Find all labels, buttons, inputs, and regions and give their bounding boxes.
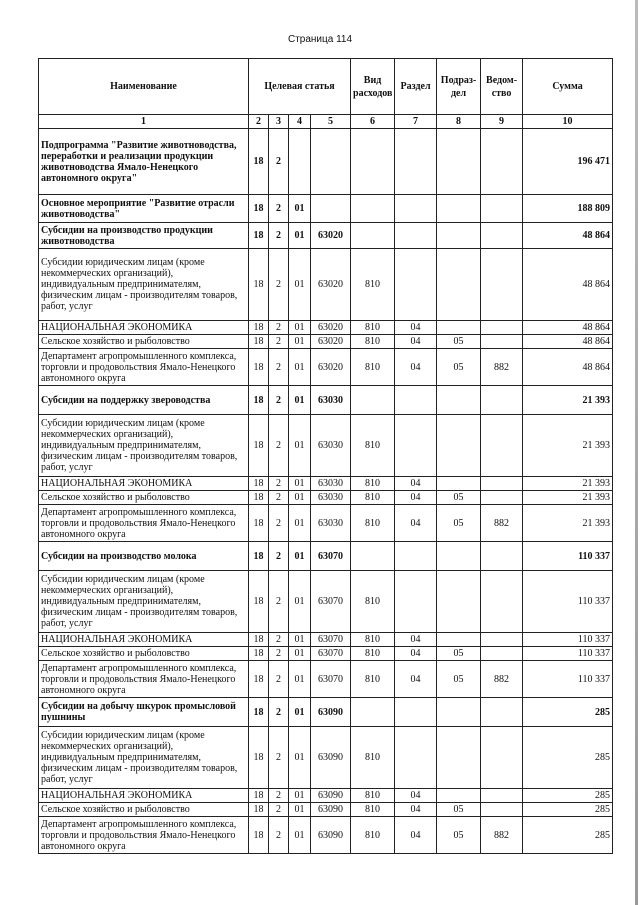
page-number: Страница 114 — [287, 34, 353, 45]
row-c5: 63070 — [311, 633, 351, 647]
row-c4: 01 — [289, 415, 311, 477]
row-vedom — [481, 249, 523, 321]
row-razdel — [395, 698, 437, 727]
row-vedom — [481, 386, 523, 415]
row-razdel: 04 — [395, 633, 437, 647]
row-vid: 810 — [351, 505, 395, 542]
row-c4: 01 — [289, 349, 311, 386]
row-podrazdel — [437, 633, 481, 647]
header-row — [39, 59, 613, 115]
row-c2: 18 — [249, 195, 269, 223]
row-c5 — [311, 195, 351, 223]
row-name: Субсидии юридическим лицам (кроме некоммерческих организаций), индивидуальным предпринимателям, физическим лицам - производителям товаров, работ, услуг — [39, 571, 249, 633]
table-row — [39, 633, 613, 647]
row-vedom — [481, 335, 523, 349]
row-sum: 48 864 — [523, 349, 613, 386]
row-vedom — [481, 647, 523, 661]
row-podrazdel: 05 — [437, 335, 481, 349]
row-razdel: 04 — [395, 803, 437, 817]
row-vid — [351, 129, 395, 195]
row-c2: 18 — [249, 647, 269, 661]
row-vid: 810 — [351, 817, 395, 854]
row-c5: 63070 — [311, 647, 351, 661]
header-summa: Сумма — [523, 59, 613, 115]
header-razdel: Раздел — [395, 59, 437, 115]
row-podrazdel: 05 — [437, 505, 481, 542]
row-sum: 196 471 — [523, 129, 613, 195]
row-c5: 63090 — [311, 727, 351, 789]
col-number: 10 — [523, 115, 613, 129]
row-vedom — [481, 223, 523, 249]
header-name: Наименование — [39, 59, 249, 115]
row-vedom — [481, 803, 523, 817]
row-c2: 18 — [249, 817, 269, 854]
row-c2: 18 — [249, 249, 269, 321]
row-c5: 63020 — [311, 335, 351, 349]
row-razdel: 04 — [395, 349, 437, 386]
table-row — [39, 505, 613, 542]
row-vedom: 882 — [481, 817, 523, 854]
row-vedom — [481, 415, 523, 477]
row-name: Субсидии на производство продукции животноводства — [39, 223, 249, 249]
row-vid: 810 — [351, 249, 395, 321]
row-c5: 63030 — [311, 477, 351, 491]
row-name: Субсидии юридическим лицам (кроме некоммерческих организаций), индивидуальным предпринимателям, физическим лицам - производителям товаров, работ, услуг — [39, 249, 249, 321]
row-c4: 01 — [289, 223, 311, 249]
row-vid: 810 — [351, 727, 395, 789]
row-name: Субсидии на производство молока — [39, 542, 249, 571]
row-sum: 48 864 — [523, 223, 613, 249]
row-c4: 01 — [289, 335, 311, 349]
table-row — [39, 321, 613, 335]
row-vedom: 882 — [481, 349, 523, 386]
row-c4: 01 — [289, 633, 311, 647]
row-c3: 2 — [269, 803, 289, 817]
row-c2: 18 — [249, 727, 269, 789]
table-row — [39, 571, 613, 633]
row-vid: 810 — [351, 803, 395, 817]
row-sum: 21 393 — [523, 386, 613, 415]
row-podrazdel — [437, 223, 481, 249]
row-vedom — [481, 727, 523, 789]
row-sum: 21 393 — [523, 415, 613, 477]
row-podrazdel: 05 — [437, 661, 481, 698]
row-c5: 63020 — [311, 249, 351, 321]
row-razdel: 04 — [395, 505, 437, 542]
row-c2: 18 — [249, 335, 269, 349]
row-podrazdel — [437, 415, 481, 477]
row-name: Основное мероприятие "Развитие отрасли животноводства" — [39, 195, 249, 223]
row-c3: 2 — [269, 223, 289, 249]
row-vedom — [481, 321, 523, 335]
table-row — [39, 223, 613, 249]
row-c3: 2 — [269, 477, 289, 491]
row-name: Подпрограмма "Развитие животноводства, переработки и реализации продукции животноводства Ямало-Ненецкого автономного округа" — [39, 129, 249, 195]
row-c4: 01 — [289, 647, 311, 661]
row-name: НАЦИОНАЛЬНАЯ ЭКОНОМИКА — [39, 633, 249, 647]
row-vid — [351, 386, 395, 415]
row-name: Сельское хозяйство и рыболовство — [39, 647, 249, 661]
row-c2: 18 — [249, 633, 269, 647]
row-podrazdel: 05 — [437, 803, 481, 817]
row-vid — [351, 698, 395, 727]
row-podrazdel — [437, 542, 481, 571]
row-c5: 63030 — [311, 505, 351, 542]
table-row — [39, 542, 613, 571]
row-podrazdel — [437, 698, 481, 727]
row-c2: 18 — [249, 505, 269, 542]
row-c5: 63090 — [311, 789, 351, 803]
table-row — [39, 491, 613, 505]
row-podrazdel — [437, 727, 481, 789]
row-sum: 285 — [523, 698, 613, 727]
row-c3: 2 — [269, 571, 289, 633]
row-podrazdel — [437, 129, 481, 195]
table-row — [39, 415, 613, 477]
row-c3: 2 — [269, 633, 289, 647]
row-razdel: 04 — [395, 789, 437, 803]
row-c4: 01 — [289, 727, 311, 789]
row-c5: 63090 — [311, 698, 351, 727]
row-c3: 2 — [269, 789, 289, 803]
row-vedom — [481, 129, 523, 195]
header-vedom: Ведом-ство — [481, 59, 523, 115]
row-name: Субсидии юридическим лицам (кроме некоммерческих организаций), индивидуальным предпринимателям, физическим лицам - производителям товаров, работ, услуг — [39, 415, 249, 477]
row-vid: 810 — [351, 633, 395, 647]
row-name: Департамент агропромышленного комплекса, торговли и продовольствия Ямало-Ненецкого автономного округа — [39, 817, 249, 854]
row-c3: 2 — [269, 817, 289, 854]
row-sum: 110 337 — [523, 633, 613, 647]
row-name: Субсидии на поддержку звероводства — [39, 386, 249, 415]
row-razdel: 04 — [395, 335, 437, 349]
row-c2: 18 — [249, 542, 269, 571]
table-row — [39, 195, 613, 223]
row-c4: 01 — [289, 571, 311, 633]
row-sum: 285 — [523, 727, 613, 789]
row-c5: 63020 — [311, 349, 351, 386]
row-c3: 2 — [269, 647, 289, 661]
row-sum: 110 337 — [523, 647, 613, 661]
header-vid: Вид расходов — [351, 59, 395, 115]
row-razdel — [395, 571, 437, 633]
row-c3: 2 — [269, 661, 289, 698]
row-c4: 01 — [289, 386, 311, 415]
col-number: 2 — [249, 115, 269, 129]
row-name: НАЦИОНАЛЬНАЯ ЭКОНОМИКА — [39, 321, 249, 335]
table-row — [39, 335, 613, 349]
row-c5 — [311, 129, 351, 195]
row-c5: 63020 — [311, 321, 351, 335]
row-c2: 18 — [249, 321, 269, 335]
row-c5: 63030 — [311, 415, 351, 477]
row-c4: 01 — [289, 321, 311, 335]
row-podrazdel — [437, 249, 481, 321]
table-row — [39, 727, 613, 789]
row-c2: 18 — [249, 477, 269, 491]
row-sum: 21 393 — [523, 477, 613, 491]
row-c5: 63070 — [311, 661, 351, 698]
row-c2: 18 — [249, 571, 269, 633]
row-c3: 2 — [269, 415, 289, 477]
row-podrazdel: 05 — [437, 817, 481, 854]
row-vid: 810 — [351, 491, 395, 505]
row-c3: 2 — [269, 698, 289, 727]
row-c3: 2 — [269, 195, 289, 223]
row-c2: 18 — [249, 789, 269, 803]
row-podrazdel — [437, 789, 481, 803]
table-row — [39, 803, 613, 817]
col-number: 9 — [481, 115, 523, 129]
row-sum: 110 337 — [523, 661, 613, 698]
row-razdel: 04 — [395, 661, 437, 698]
row-vedom — [481, 571, 523, 633]
table-row — [39, 817, 613, 854]
header-target: Целевая статья — [249, 59, 351, 115]
row-podrazdel — [437, 386, 481, 415]
row-sum: 285 — [523, 817, 613, 854]
row-vedom — [481, 195, 523, 223]
row-c4: 01 — [289, 817, 311, 854]
row-name: НАЦИОНАЛЬНАЯ ЭКОНОМИКА — [39, 477, 249, 491]
row-razdel — [395, 195, 437, 223]
row-razdel — [395, 249, 437, 321]
row-podrazdel — [437, 477, 481, 491]
row-name: Сельское хозяйство и рыболовство — [39, 491, 249, 505]
row-c2: 18 — [249, 491, 269, 505]
row-c3: 2 — [269, 542, 289, 571]
row-vedom — [481, 477, 523, 491]
row-vid: 810 — [351, 661, 395, 698]
row-c3: 2 — [269, 491, 289, 505]
row-c5: 63030 — [311, 491, 351, 505]
table-row — [39, 386, 613, 415]
row-c4: 01 — [289, 505, 311, 542]
row-c5: 63020 — [311, 223, 351, 249]
row-vedom — [481, 542, 523, 571]
row-c3: 2 — [269, 129, 289, 195]
col-number: 1 — [39, 115, 249, 129]
row-vid: 810 — [351, 321, 395, 335]
row-name: Субсидии на добычу шкурок промысловой пушнины — [39, 698, 249, 727]
row-sum: 110 337 — [523, 571, 613, 633]
row-c2: 18 — [249, 698, 269, 727]
col-number: 5 — [311, 115, 351, 129]
col-number: 8 — [437, 115, 481, 129]
row-c4: 01 — [289, 249, 311, 321]
row-name: Департамент агропромышленного комплекса, торговли и продовольствия Ямало-Ненецкого автономного округа — [39, 349, 249, 386]
row-razdel — [395, 727, 437, 789]
table-row — [39, 698, 613, 727]
row-name: Субсидии юридическим лицам (кроме некоммерческих организаций), индивидуальным предпринимателям, физическим лицам - производителям товаров, работ, услуг — [39, 727, 249, 789]
row-c3: 2 — [269, 349, 289, 386]
row-podrazdel: 05 — [437, 647, 481, 661]
row-vedom — [481, 633, 523, 647]
row-sum: 285 — [523, 803, 613, 817]
row-vid: 810 — [351, 789, 395, 803]
row-c4: 01 — [289, 195, 311, 223]
row-razdel: 04 — [395, 491, 437, 505]
row-name: Сельское хозяйство и рыболовство — [39, 335, 249, 349]
row-podrazdel: 05 — [437, 349, 481, 386]
row-c4: 01 — [289, 803, 311, 817]
row-razdel — [395, 415, 437, 477]
row-c4: 01 — [289, 789, 311, 803]
col-number: 7 — [395, 115, 437, 129]
row-c3: 2 — [269, 386, 289, 415]
row-vedom — [481, 789, 523, 803]
table-row — [39, 249, 613, 321]
row-c2: 18 — [249, 415, 269, 477]
row-vedom: 882 — [481, 661, 523, 698]
row-sum: 48 864 — [523, 321, 613, 335]
row-sum: 285 — [523, 789, 613, 803]
row-vid: 810 — [351, 647, 395, 661]
row-c2: 18 — [249, 223, 269, 249]
row-c2: 18 — [249, 349, 269, 386]
row-razdel — [395, 386, 437, 415]
row-razdel: 04 — [395, 477, 437, 491]
row-sum: 21 393 — [523, 505, 613, 542]
scan-edge — [635, 0, 638, 905]
row-razdel: 04 — [395, 321, 437, 335]
row-razdel — [395, 223, 437, 249]
row-podrazdel — [437, 571, 481, 633]
row-c5: 63070 — [311, 571, 351, 633]
row-c4: 01 — [289, 491, 311, 505]
row-sum: 110 337 — [523, 542, 613, 571]
row-vid: 810 — [351, 477, 395, 491]
row-podrazdel: 05 — [437, 491, 481, 505]
row-c3: 2 — [269, 505, 289, 542]
row-vid: 810 — [351, 349, 395, 386]
row-name: Департамент агропромышленного комплекса, торговли и продовольствия Ямало-Ненецкого автономного округа — [39, 505, 249, 542]
row-vid: 810 — [351, 415, 395, 477]
row-vid — [351, 223, 395, 249]
row-c2: 18 — [249, 803, 269, 817]
row-podrazdel — [437, 321, 481, 335]
row-c4: 01 — [289, 542, 311, 571]
row-sum: 21 393 — [523, 491, 613, 505]
row-c2: 18 — [249, 386, 269, 415]
col-number: 3 — [269, 115, 289, 129]
row-sum: 48 864 — [523, 249, 613, 321]
col-number: 6 — [351, 115, 395, 129]
row-c5: 63070 — [311, 542, 351, 571]
row-c4 — [289, 129, 311, 195]
row-name: Департамент агропромышленного комплекса, торговли и продовольствия Ямало-Ненецкого автономного округа — [39, 661, 249, 698]
row-podrazdel — [437, 195, 481, 223]
row-razdel — [395, 129, 437, 195]
row-c3: 2 — [269, 321, 289, 335]
row-vid — [351, 195, 395, 223]
row-c5: 63090 — [311, 803, 351, 817]
row-c4: 01 — [289, 698, 311, 727]
header-podrazdel: Подраз-дел — [437, 59, 481, 115]
table-row — [39, 477, 613, 491]
row-c4: 01 — [289, 661, 311, 698]
table-row — [39, 647, 613, 661]
table-row — [39, 129, 613, 195]
row-sum: 48 864 — [523, 335, 613, 349]
row-razdel: 04 — [395, 817, 437, 854]
row-vid: 810 — [351, 571, 395, 633]
row-vid — [351, 542, 395, 571]
row-razdel — [395, 542, 437, 571]
column-number-row — [39, 115, 613, 129]
row-name: Сельское хозяйство и рыболовство — [39, 803, 249, 817]
row-c3: 2 — [269, 249, 289, 321]
row-c3: 2 — [269, 727, 289, 789]
row-c5: 63090 — [311, 817, 351, 854]
row-vedom — [481, 698, 523, 727]
row-vid: 810 — [351, 335, 395, 349]
col-number: 4 — [289, 115, 311, 129]
row-c2: 18 — [249, 661, 269, 698]
row-c4: 01 — [289, 477, 311, 491]
row-c5: 63030 — [311, 386, 351, 415]
budget-table — [38, 58, 613, 854]
row-c3: 2 — [269, 335, 289, 349]
row-vedom — [481, 491, 523, 505]
table-row — [39, 661, 613, 698]
row-vedom: 882 — [481, 505, 523, 542]
row-razdel: 04 — [395, 647, 437, 661]
row-sum: 188 809 — [523, 195, 613, 223]
table-row — [39, 349, 613, 386]
row-c2: 18 — [249, 129, 269, 195]
table-row — [39, 789, 613, 803]
row-name: НАЦИОНАЛЬНАЯ ЭКОНОМИКА — [39, 789, 249, 803]
